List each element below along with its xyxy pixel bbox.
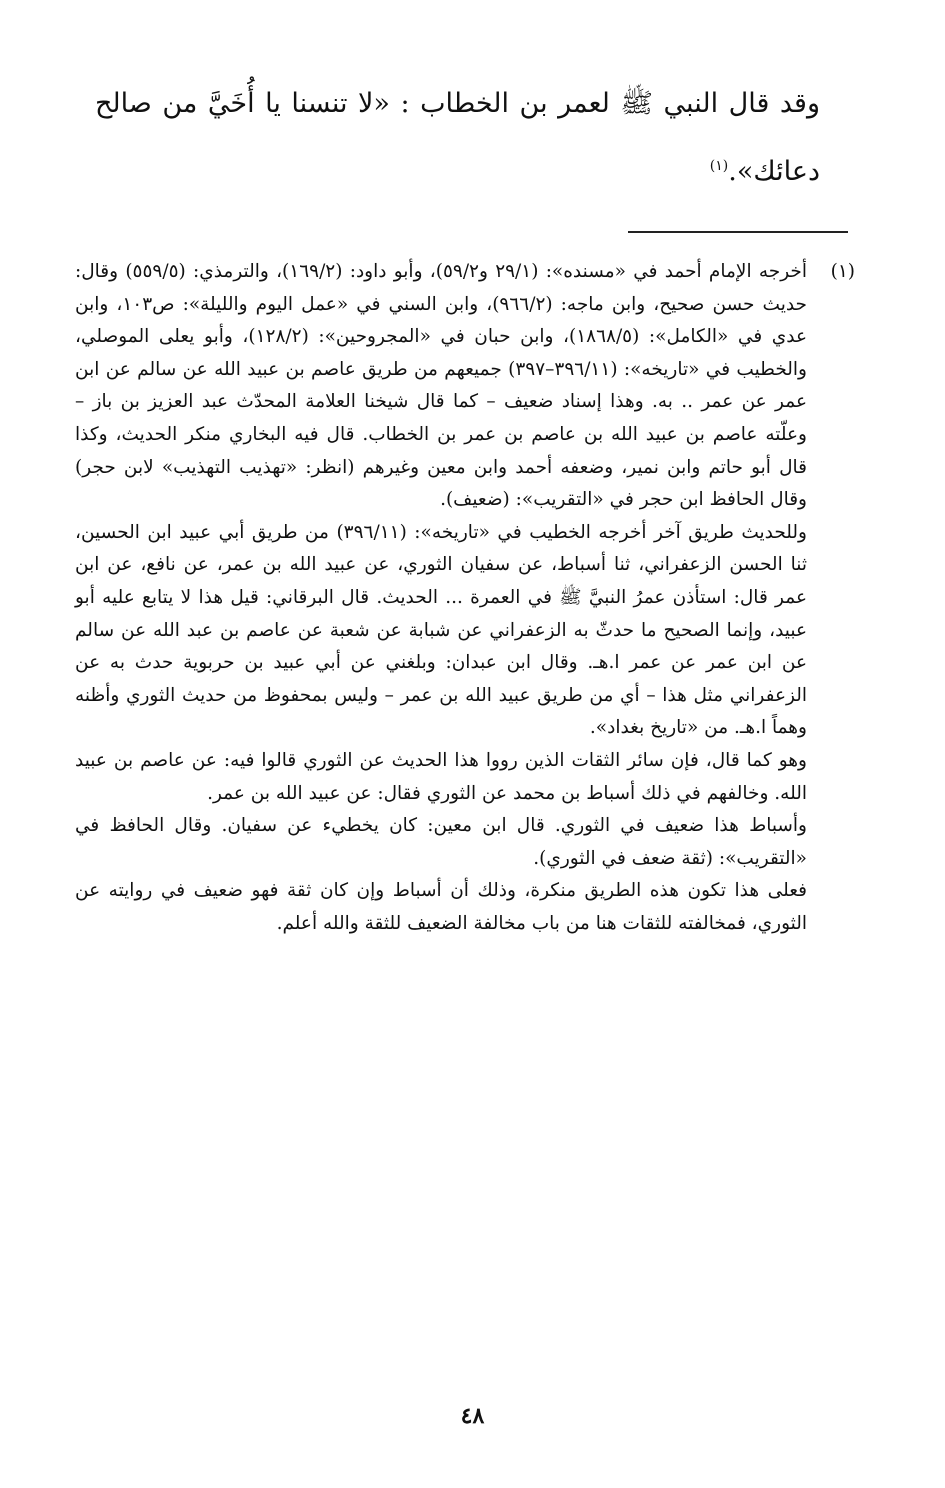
footnote-paragraph: وأسباط هذا ضعيف في الثوري. قال ابن معين: كان يخطيء عن سفيان. وقال الحافظ في «التقريب»: (ثقة ضعف في الثوري). <box>75 815 807 869</box>
page-number: ٤٨ <box>460 1403 485 1429</box>
footnote-section <box>75 256 855 940</box>
footnote-paragraph: وهو كما قال، فإن سائر الثقات الذين رووا هذا الحديث عن الثوري قالوا فيه: عن عاصم بن عبيد الله. وخالفهم في ذلك أسباط بن محمد عن الثوري فقال: عن عبيد الله بن عمر. <box>75 749 807 804</box>
footnote-paragraph: أخرجه الإمام أحمد في «مسنده»: (٢٩/١ و٥٩/٢)، وأبو داود: (١٦٩/٢)، والترمذي: (٥٥٩/٥) وقال: حديث حسن صحيح، وابن ماجه: (٩٦٦/٢)، وابن السني في «عمل اليوم والليلة»: ص١٠٣، وابن عدي في «الكامل»: (١٨٦٨/٥)، وابن حبان في «المجروحين»: (١٢٨/٢)، وأبو يعلى الموصلي، والخطيب في «تاريخه»: (٣٩٦/١١–٣٩٧) جميعهم من طريق عاصم بن عبيد الله عن سالم عن ابن عمر عن عمر .. به. وهذا إسناد ضعيف – كما قال شيخنا العلامة المحدّث عبد العزيز بن باز – وعلّته عاصم بن عبيد الله بن عاصم بن عمر بن الخطاب. قال فيه البخاري منكر الحديث، وكذا قال أبو حاتم وابن نمير، وضعفه أحمد وابن معين وغيرهم (انظر: «تهذيب التهذيب» لابن حجر) وقال الحافظ ابن حجر في «التقريب»: (ضعيف). <box>75 261 807 511</box>
footnote-reference: (١) <box>709 158 729 174</box>
footnote-paragraph: وللحديث طريق آخر أخرجه الخطيب في «تاريخه»: (٣٩٦/١١) من طريق أبي عبيد ابن الحسين، ثنا الحسن الزعفراني، ثنا أسباط، عن سفيان الثوري، عن عبيد الله بن عمر، عن نافع، عن ابن عمر قال: استأذن عمرُ النبيَّ ﷺ في العمرة ... الحديث. قال البرقاني: قيل هذا لا يتابع عليه أبو عبيد، وإنما الصحيح ما حدثّ به الزعفراني عن شبابة عن شعبة عن عاصم بن عبد الله عن سالم عن ابن عمر عن عمر ا.هـ. وقال ابن عبدان: وبلغني عن أبي عبيد بن حربوية حدث به عن الزعفراني مثل هذا – أي من طريق عبيد الله بن عمر – وليس بمحفوظ من حديث الثوري وأظنه وهماً ا.هـ. من «تاريخ بغداد». <box>75 521 807 739</box>
footnote-item <box>75 256 855 517</box>
footnote-separator <box>628 231 848 233</box>
main-paragraph <box>95 70 820 206</box>
footnote-paragraph: فعلى هذا تكون هذه الطريق منكرة، وذلك أن أسباط وإن كان ثقة فهو ضعيف في روايته عن الثوري، فمخالفته للثقات هنا من باب مخالفة الضعيف للثقة والله أعلم. <box>75 880 807 934</box>
footnote-number: (١) <box>830 261 855 282</box>
main-text <box>95 70 820 206</box>
main-paragraph-text: وقد قال النبي ﷺ لعمر بن الخطاب : «لا تنسنا يا أُخَيَّ من صالح دعائك». <box>95 88 820 187</box>
